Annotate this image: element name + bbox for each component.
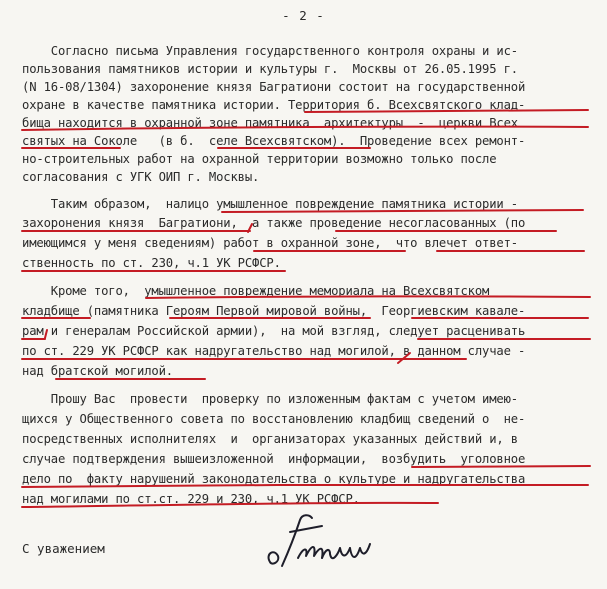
text-line: ственность по ст. 230, ч.1 УК РСФСР. [22, 256, 281, 270]
text-line: согласования с УГК ОИП г. Москвы. [22, 170, 260, 184]
page-number: - 2 - [282, 8, 325, 23]
red-underline [412, 466, 590, 467]
text-line: рам и генералам Российской армии), на мой взгляд, следует расценивать [22, 324, 526, 338]
text-line: кладбище (памятника Героям Первой мировой войны, Георгиевским кавале- [22, 304, 526, 318]
text-line: Таким образом, налицо умышленное повреждение памятника истории - [22, 197, 518, 211]
text-line: но-строительных работ на охранной территории возможно только после [22, 152, 497, 166]
text-line: посредственных исполнителях и организаторах указанных действий и, в [22, 432, 518, 446]
handwritten-signature [262, 508, 377, 573]
text-line: щихся у Общественного совета по восстановлению кладбищ сведений о не- [22, 412, 526, 426]
text-line: над могилами по ст.ст. 229 и 230, ч.1 УК РСФСР. [22, 492, 360, 506]
text-line: дело по факту нарушений законодательства о культуре и надругательства [22, 472, 526, 486]
text-line: имеющимся у меня сведениям) работ в охранной зоне, что влечет ответ- [22, 236, 518, 250]
text-line: Кроме того, умышленное повреждение мемориала на Всехсвятском [22, 284, 490, 298]
text-line: святых на Соколе (в б. селе Всехсвятском). Проведение всех ремонт- [22, 134, 526, 148]
text-line: (N 16-08/1304) захоронение князя Багратиони состоит на государственной [22, 80, 526, 94]
text-line: над братской могилой. [22, 364, 173, 378]
text-line: по ст. 229 УК РСФСР как надругательство над могилой, в данном случае - [22, 344, 526, 358]
text-line: случае подтверждения вышеизложенной информации, возбудить уголовное [22, 452, 526, 466]
closing-salutation: С уважением [22, 541, 105, 556]
text-line: бища находится в охранной зоне памятника архитектуры - церкви Всех [22, 116, 518, 130]
text-line: Прошу Вас провести проверку по изложенным фактам с учетом имею- [22, 392, 518, 406]
text-line: Согласно письма Управления государственного контроля охраны и ис- [22, 44, 518, 58]
text-line: захоронения князя Багратиони, а также проведение несогласованных (по [22, 216, 526, 230]
text-line: пользования памятников истории и культуры г. Москвы от 26.05.1995 г. [22, 62, 518, 76]
text-line: охране в качестве памятника истории. Территория б. Всехсвятского клад- [22, 98, 526, 112]
